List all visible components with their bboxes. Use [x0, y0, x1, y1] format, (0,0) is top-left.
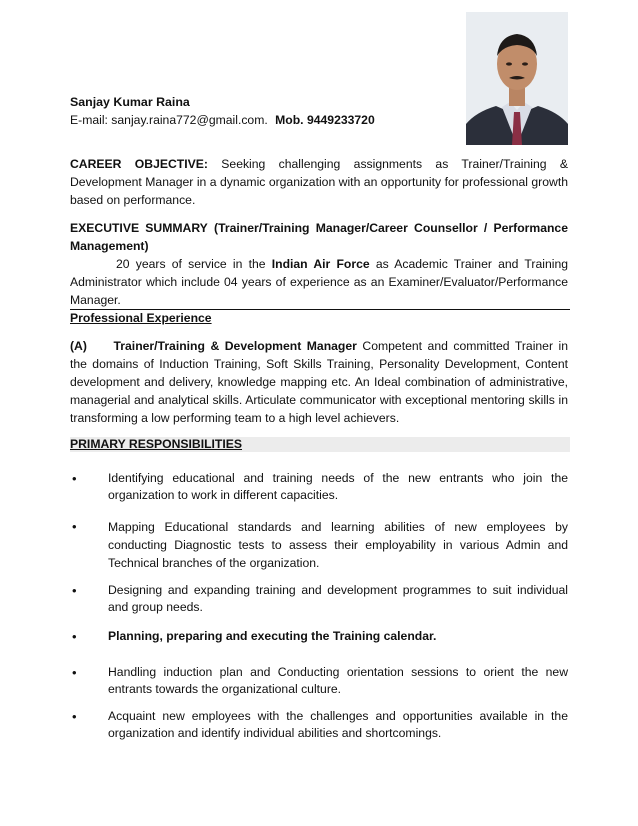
responsibility-item: Mapping Educational standards and learning abilities of new employees by conducting Diagnostic tests to assess their employability in various Admin and Technical branches of the organization.: [108, 520, 568, 570]
executive-summary: [70, 219, 568, 309]
responsibility-item: Identifying educational and training needs of the new entrants who join the organization to work in different capacities.: [108, 471, 568, 502]
summary-text-bold: Indian Air Force: [271, 257, 370, 271]
career-objective-text: Seeking challenging assignments as Trainer/Training & Development Manager in a dynamic organization with an opportunity for professional growth based on performance.: [70, 157, 568, 207]
bullet-icon: •: [72, 629, 77, 644]
experience-text: Competent and committed Trainer in the domains of Induction Training, Soft Skills Training, Personality Development, Content development and delivery, knowledge mapping etc. An Ideal combination of administrative, managerial and analytical skills. Articulate communicator with exceptional mentoring skills in transforming a low performing team to a high level achievers.: [70, 339, 569, 425]
summary-text-post: as Academic Trainer and Training Administrator which include 04 years of experience as an Examiner/Evaluator/Performance Manager.: [70, 257, 568, 307]
bullet-icon: •: [72, 665, 77, 680]
mobile-number: Mob. 9449233720: [275, 113, 375, 127]
profile-photo: [466, 12, 568, 145]
portrait-image: [466, 12, 568, 145]
professional-experience-heading: Professional Experience: [70, 311, 212, 325]
responsibilities-heading: PRIMARY RESPONSIBILITIES: [70, 437, 243, 451]
summary-text-pre: 20 years of service in the: [116, 257, 266, 271]
email-text: E-mail: sanjay.raina772@gmail.com.: [70, 113, 268, 127]
experience-role: Trainer/Training & Development Manager: [113, 339, 357, 353]
bullet-icon: •: [72, 583, 77, 598]
bullet-icon: •: [72, 519, 77, 534]
career-objective-heading: CAREER OBJECTIVE:: [70, 157, 208, 171]
responsibility-item: Designing and expanding training and development programmes to suit individual and group needs.: [108, 583, 568, 614]
career-objective: [70, 155, 568, 209]
experience-marker: (A): [70, 339, 87, 353]
bullet-icon: •: [72, 709, 77, 724]
responsibility-item: Acquaint new employees with the challenges and opportunities available in the organization and identify individual abilities and shortcomings.: [108, 709, 568, 740]
section-divider: [70, 309, 570, 310]
responsibility-item: Planning, preparing and executing the Training calendar.: [108, 629, 437, 643]
executive-summary-body: [70, 255, 568, 309]
contact-line: [70, 113, 375, 127]
responsibility-item: Handling induction plan and Conducting orientation sessions to orient the new entrants towards the organizational culture.: [108, 665, 568, 696]
executive-summary-subheading: (Trainer/Training Manager/Career Counsellor / Performance Management): [70, 221, 568, 253]
executive-summary-heading: EXECUTIVE SUMMARY: [70, 221, 208, 235]
bullet-icon: •: [72, 471, 77, 486]
experience-entry: [70, 337, 568, 427]
candidate-name: Sanjay Kumar Raina: [70, 95, 190, 109]
executive-summary-title: [70, 219, 568, 255]
